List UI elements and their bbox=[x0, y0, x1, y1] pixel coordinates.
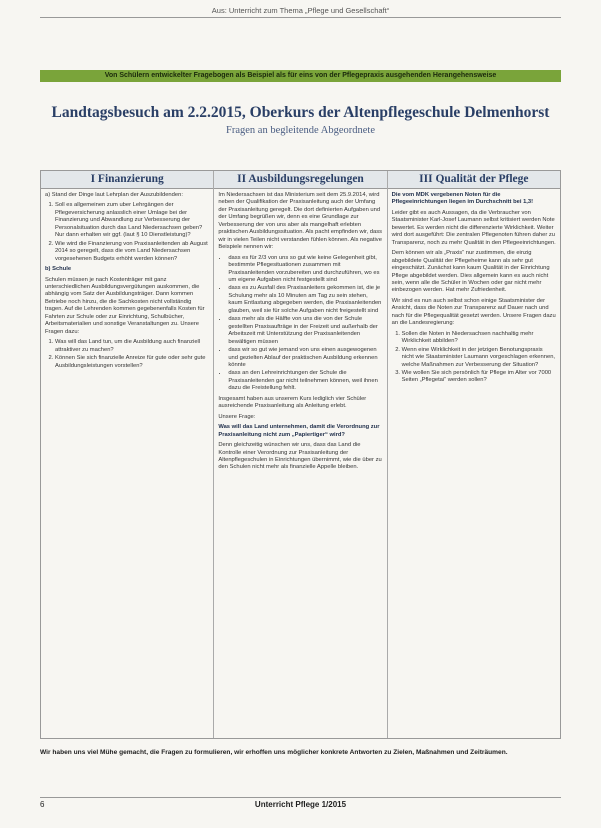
training-intro: Im Niedersachsen ist das Ministerium seit dem 25.9.2014, wird neben der Qualifikation der Praxisanleitung auch der Umfang der Praxisanleitung geregelt. Die dort definierten Aufgaben und der Umfang begrüßen wir, denn es eine Grundlage zur Verbesserung der von uns aber als mangelhaft erlebten praktischen Ausbildungssituation. Als pacht empfinden wir, dass wir in vielen Teilen nicht verstanden fühlen können. Als negative Beispiele nennen wir: bbox=[218, 192, 383, 251]
journal-name: Unterricht Pflege 1/2015 bbox=[254, 800, 347, 809]
closing-note: Wir haben uns viel Mühe gemacht, die Fragen zu formulieren, wir erhoffen uns möglicher konkrete Antworten zu Zielen, Maßnahmen und Zeiträumen. bbox=[40, 749, 508, 756]
column-financing bbox=[41, 171, 214, 738]
training-outro: Denn gleichzeitig wünschen wir uns, dass das Land die Kontrolle einer Verordnung zur Praxisanleitung der Altenpflegeschulen in Einrichtungen übernimmt, wie die über zu den Schulen nicht mehr als finanzielle Appelle bleiben. bbox=[218, 442, 382, 471]
financing-item: 2. Wie wird die Finanzierung von Praxisanleitenden ab August 2014 so geregelt, dass die vom Land Niedersachsen vorgesehenen Budgets erhöht werden können? bbox=[55, 241, 209, 263]
quality-question: 3. Wie wollen Sie sich persönlich für Pflege im Alter vor 7000 Seiten „Pflegetai“ werden sollen? bbox=[402, 370, 556, 385]
training-mid: Insgesamt haben aus unserem Kurs lediglich vier Schüler ausreichende Praxisanleitung als Anleitung erlebt. bbox=[218, 395, 367, 410]
column-training-rules bbox=[214, 171, 387, 738]
quality-question: 2. Wenn eine Wirklichkeit in der jetzigen Benotungspraxis nicht wie Staatsminister Laumann vorgeschlagen erkennen, welche Maßnahmen zur Verbesserung der Situation? bbox=[402, 347, 556, 369]
page-subtitle: Fragen an begleitende Abgeordnete bbox=[226, 125, 375, 136]
column-heading-quality: III Qualität der Pflege bbox=[388, 171, 560, 189]
training-bullet: • dass es für 2/3 von uns so gut wie keine Gelegenheit gibt, bestimmte Pflegesituationen zusammen mit Praxisanleitenden vorzubereiten und durchzuführen, wo es um eigene Aufgaben nicht festgestellt sind bbox=[228, 255, 382, 285]
training-bullet: • dass mehr als die Hälfte von uns die von der Schule gestellten Praxisaufträge in der Freizeit und außerhalb der Arbeitszeit mit Unterstützung der Praxisanleitenden bewältigen müssen bbox=[228, 316, 382, 346]
training-bullet: • dass an den Lehreinrichtungen der Schule die Praxisanleitenden gar nicht teilnehmen können, weil ihnen dazu die Freistellung fehlt. bbox=[228, 370, 382, 392]
training-question-label: Unsere Frage: bbox=[218, 413, 256, 420]
green-banner: Von Schülern entwickelter Fragebogen als Beispiel als für eins von der Pflegepraxis ausgehenden Herangehensweise bbox=[40, 70, 561, 82]
financing-section-b: b) Schule bbox=[45, 266, 72, 273]
financing-intro: a) Stand der Dinge laut Lehrplan der Auszubildenden: bbox=[45, 192, 183, 198]
quality-paragraph: Dem können wir als „Praxis“ nur zustimmen, die einzig abgebildete Qualität der Pflegeheime kann als sehr gut eingeschätzt. Zunächst kann kaum Qualität in der Einrichtung Pflege abgebildet werden. Dies allgemein kann es auch nicht sein, wenn alle die Schüler in Wochen oder gar nicht mehr einbezogen werden. Hat mehr Zufriedenheit. bbox=[391, 250, 550, 294]
header-divider bbox=[40, 17, 561, 18]
financing-question: 2. Können Sie sich finanzielle Anreize für gute oder sehr gute Ausbildungsleistungen vorstellen? bbox=[55, 355, 209, 370]
column-care-quality bbox=[388, 171, 560, 738]
column-heading-training: II Ausbildungsregelungen bbox=[214, 171, 386, 189]
training-bullet: • dass es zu Ausfall des Praxisanleiters gekommen ist, die je Schulung mehr als 10 Minuten am Tag zu sein stehen, kaum Entlastung abgegeben werden, die Praxisanleitenden glauben, weil sie für solche Aufgaben nicht freigestellt sind bbox=[228, 285, 382, 315]
quality-question: 1. Sollen die Noten in Niedersachsen nachhaltig mehr Wirklichkeit abbilden? bbox=[402, 331, 556, 346]
quality-intro: Die vom MDK vergebenen Noten für die Pflegeeinrichtungen liegen im Durchschnitt bei 1,3! bbox=[391, 192, 534, 206]
quality-paragraph: Wir sind es nun auch selbst schon einige Staatsminister der Ansicht, dass die Noten zur Transparenz auf Dauer nach und nach für die Pflegequalität gesetzt werden. Unsere Fragen dazu an die Landesregierung: bbox=[391, 297, 556, 327]
page-title: Landtagsbesuch am 2.2.2015, Oberkurs der Altenpflegeschule Delmenhorst bbox=[51, 104, 550, 121]
quality-paragraph: Leider gibt es auch Aussagen, da die Verbraucher von Staatsminister Karl-Josef Laumann selbst kritisiert werden Note bewertet. Es werden nicht die differenzierte Wirklichkeit. Weiter wird dort ausgeführt: Die zentralen Pflegenoten führen daher zu Transparenz, noch zu mehr Qualität in den Pflegeeinrichtungen. bbox=[391, 209, 556, 246]
financing-item: 1. Soll es allgemeinen zum uber Lehrgängen der Pflegeversicherung anlasslich einer Umlage bei der Finanzierung und Abwandlung zur Verbesserung der Personalsituation durch das Land Niedersachsen geben? Nur dann erhalten wir ggf. (laut § 10 Dienstleistung)? bbox=[55, 202, 209, 239]
column-heading-financing: I Finanzierung bbox=[41, 171, 213, 189]
training-question: Was will das Land unternehmen, damit die Verordnung zur Praxisanleitung nicht zum „Papiertiger“ wird? bbox=[218, 424, 380, 438]
financing-question: 1. Was will das Land tun, um die Ausbildung auch finanziell attraktiver zu machen? bbox=[55, 339, 209, 354]
training-bullet: • dass wir so gut wie jemand von uns einen ausgewogenen und gezielten Ablauf der praktischen Ausbildung erkennen könnte bbox=[228, 347, 382, 369]
page-number: 6 bbox=[40, 800, 45, 809]
footer-divider bbox=[40, 797, 561, 798]
financing-section-b-text: Schulen müssen je nach Kostenträger mit ganz unterschiedlichen Ausbildungsvergütungen auskommen, die abhängig vom Satz der Ausbildungsträger. Dann kommen Betriebe noch hinzu, die die Sachkosten nicht vollständig tragen. Auf die Lehrenden kommen gegebenenfalls Kosten für Fahrten zur Schule oder zur Einrichtung, Schulbücher, Arbeitsmaterialien und sonstige Veranstaltungen zu. Unsere Fragen dazu: bbox=[45, 276, 205, 335]
running-header: Aus: Unterricht zum Thema „Pflege und Gesellschaft“ bbox=[211, 6, 390, 15]
question-table bbox=[40, 170, 561, 739]
